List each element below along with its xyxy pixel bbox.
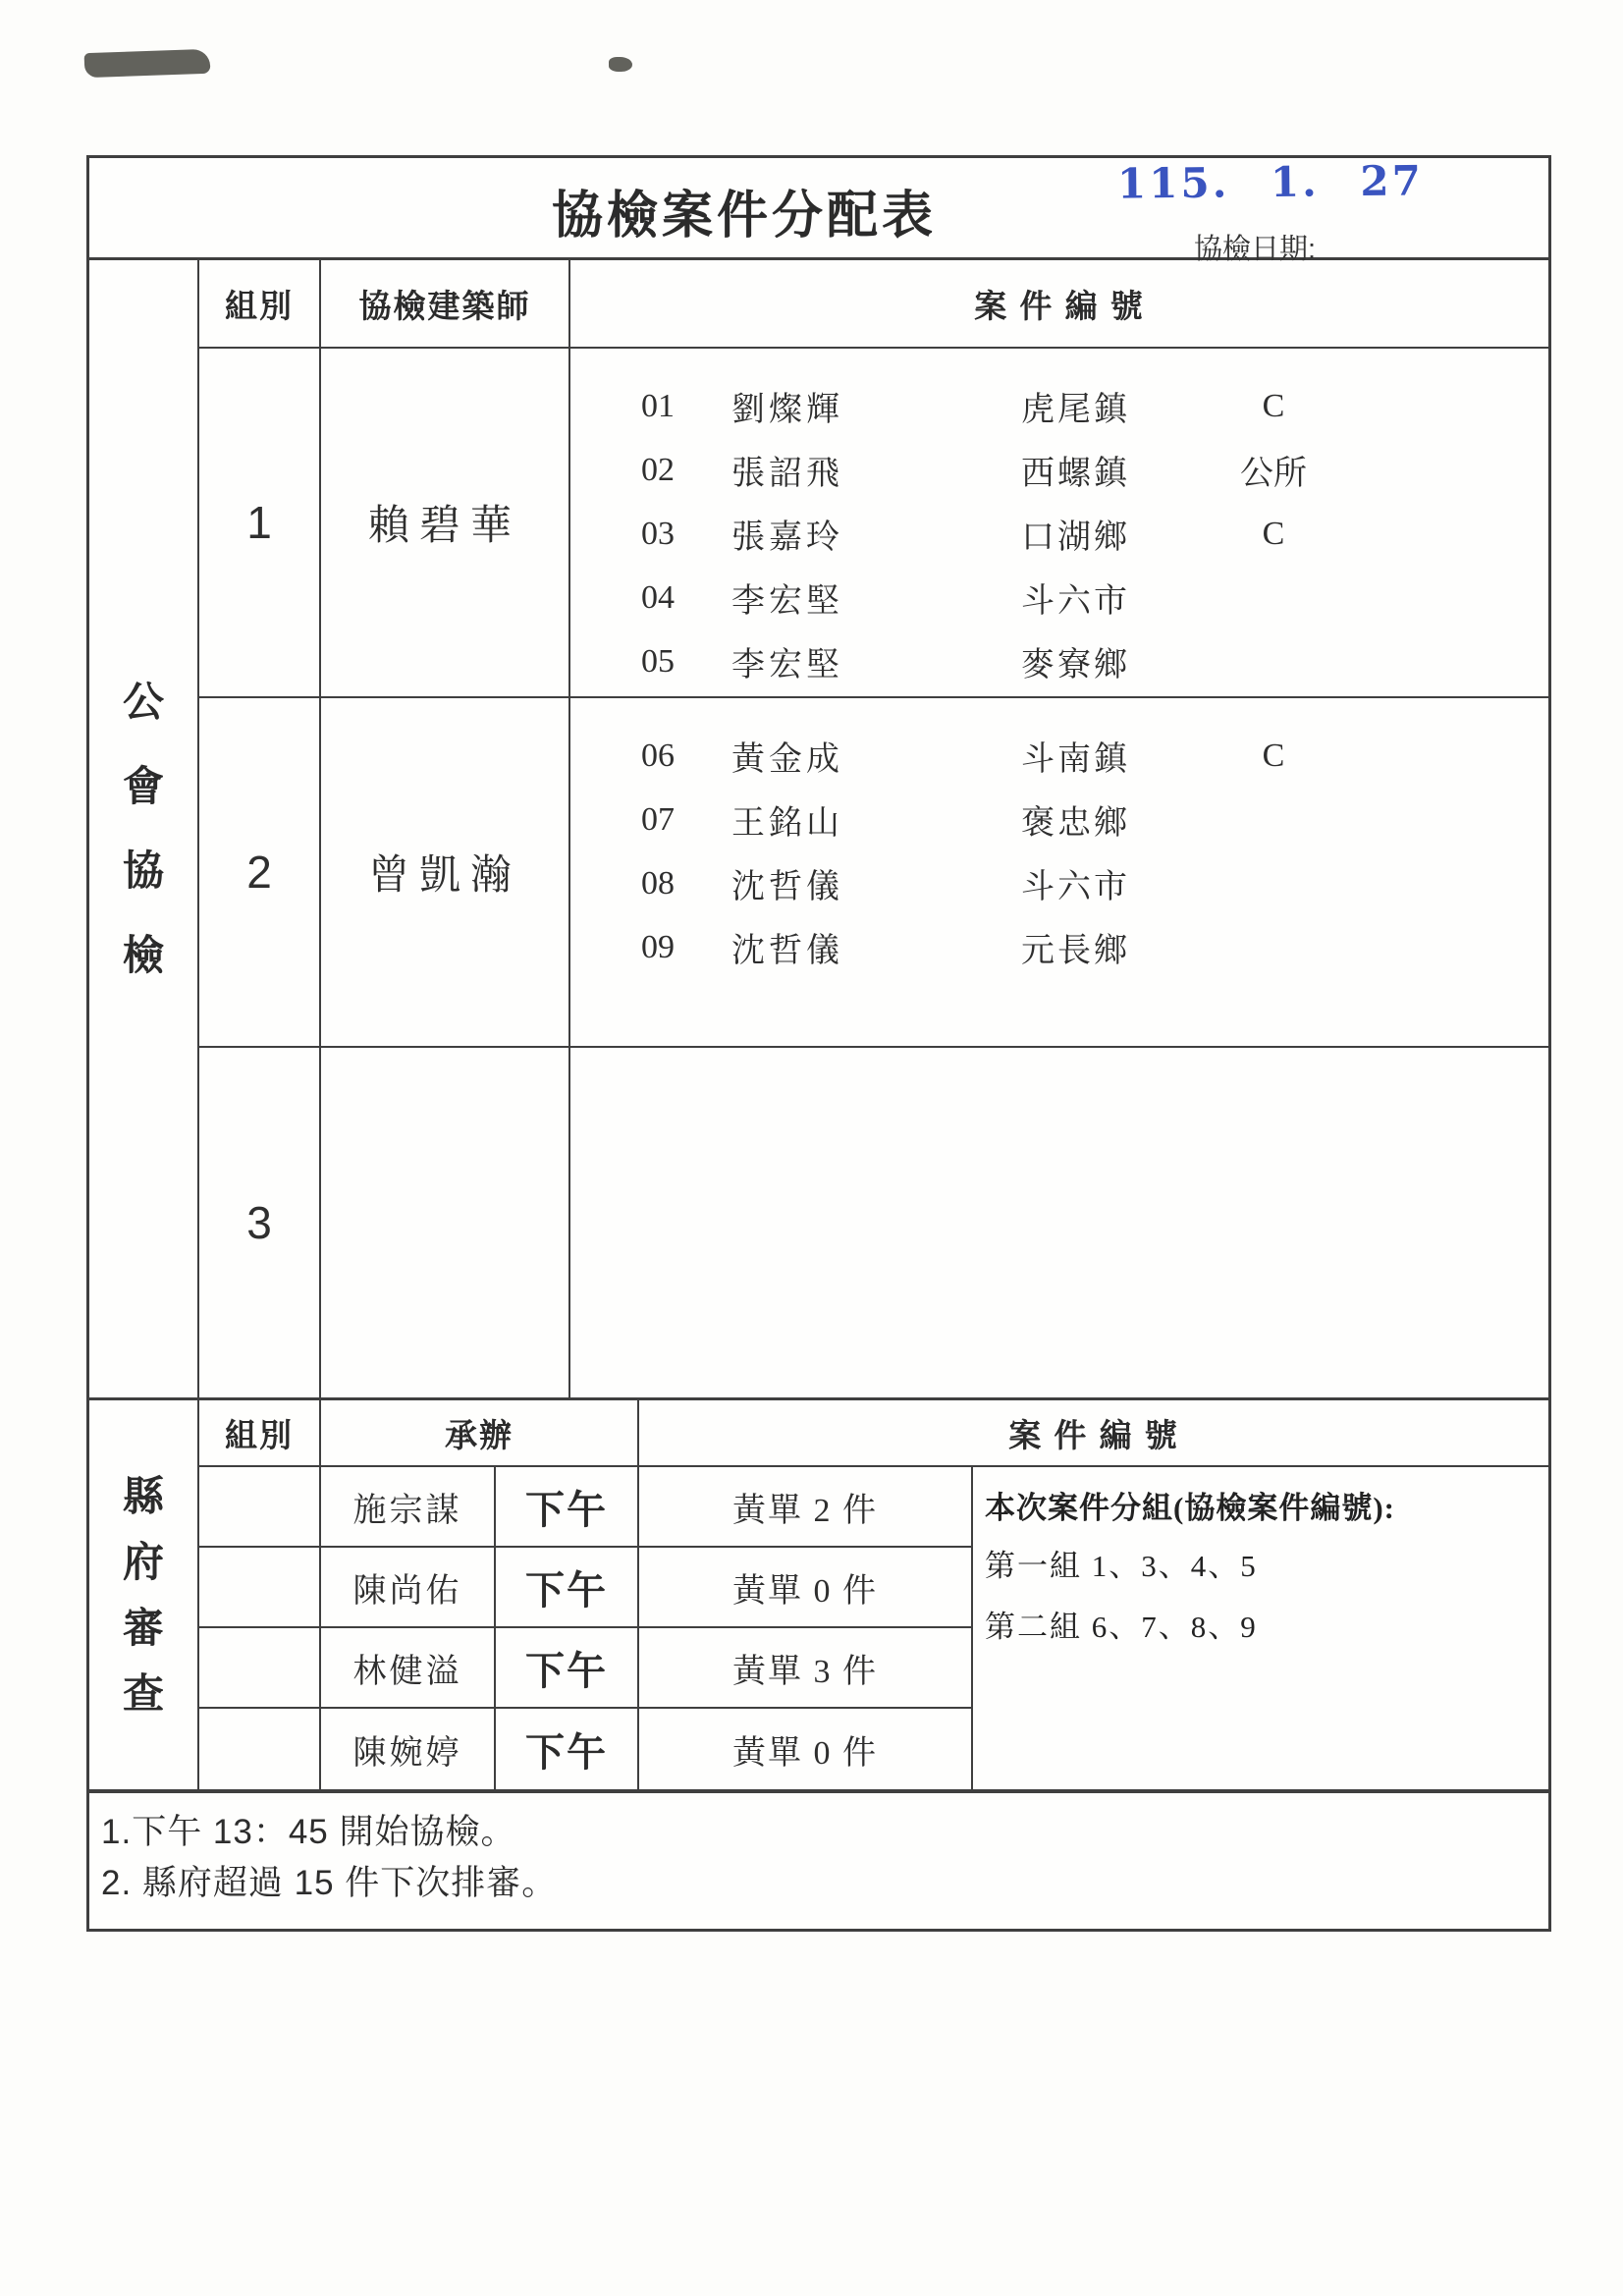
association-header-row <box>199 260 1548 349</box>
group-number: 2 <box>199 698 321 1046</box>
case-row <box>570 502 1548 566</box>
county-header-handler: 承辦 <box>321 1400 639 1467</box>
case-grouping-note <box>973 1467 1548 1789</box>
association-side-label: 公會協檢 <box>122 679 164 978</box>
case-number: 09 <box>641 928 675 965</box>
footnotes <box>89 1793 1548 1929</box>
county-header-case-no: 案 件 編 號 <box>639 1400 1548 1467</box>
handler-time: 下午 <box>496 1628 639 1709</box>
case-name: 劉燦輝 <box>731 392 843 428</box>
date-stamp: 115. 1. 27 <box>1116 156 1425 208</box>
case-number: 03 <box>641 515 675 552</box>
county-group-cell <box>199 1548 321 1628</box>
inspection-date-label: 協檢日期: <box>1193 234 1316 265</box>
case-number: 06 <box>641 737 675 774</box>
county-group-cell <box>199 1467 321 1548</box>
association-side-cell <box>89 260 199 1397</box>
grouping-line-1: 第一組 1、3、4、5 <box>985 1549 1258 1583</box>
case-row <box>570 374 1548 438</box>
yellow-slip-count: 黃單 0 件 <box>639 1709 973 1789</box>
case-town: 褒忠鄉 <box>1021 805 1130 842</box>
case-name: 王銘山 <box>731 805 843 842</box>
county-side-cell <box>89 1400 199 1789</box>
case-number: 02 <box>641 451 675 488</box>
group-row-3 <box>199 1048 1548 1397</box>
group-row-2 <box>199 698 1548 1048</box>
case-mark: C <box>1262 387 1285 424</box>
footnote-2: 2. 縣府超過 15 件下次排審。 <box>101 1864 558 1902</box>
association-section <box>89 260 1548 1400</box>
case-row <box>570 629 1548 693</box>
group-number: 1 <box>199 349 321 696</box>
county-side-label: 縣府審查 <box>122 1473 164 1717</box>
case-number: 08 <box>641 864 675 902</box>
page-title: 協檢案件分配表 <box>551 188 938 245</box>
case-row <box>570 788 1548 851</box>
header-group: 組別 <box>199 260 321 347</box>
case-number: 04 <box>641 578 675 616</box>
county-section <box>89 1400 1548 1793</box>
case-mark: C <box>1262 737 1285 774</box>
case-town: 麥寮鄉 <box>1021 647 1130 683</box>
case-number: 01 <box>641 387 675 424</box>
case-town: 口湖鄉 <box>1021 519 1130 556</box>
header-architect: 協檢建築師 <box>321 260 570 347</box>
header-case-no: 案 件 編 號 <box>974 287 1145 324</box>
case-town: 虎尾鎮 <box>1021 392 1130 428</box>
grouping-note-title: 本次案件分組(協檢案件編號): <box>985 1491 1395 1525</box>
county-group-cell <box>199 1709 321 1789</box>
case-town: 斗六市 <box>1021 583 1130 620</box>
handler-time: 下午 <box>496 1467 639 1548</box>
case-name: 沈哲儀 <box>731 869 843 905</box>
case-name: 張嘉玲 <box>731 519 843 556</box>
yellow-slip-count: 黃單 0 件 <box>639 1548 973 1628</box>
case-number: 07 <box>641 800 675 838</box>
title-band <box>89 156 1548 265</box>
handler-time: 下午 <box>496 1548 639 1628</box>
case-town: 元長鄉 <box>1021 933 1130 969</box>
allocation-sheet <box>86 155 1551 1932</box>
case-list <box>570 698 1548 1046</box>
case-name: 李宏堅 <box>731 647 843 683</box>
case-town: 斗六市 <box>1021 869 1130 905</box>
case-town: 斗南鎮 <box>1021 741 1130 778</box>
case-row <box>570 438 1548 502</box>
association-table <box>199 260 1548 1397</box>
case-row <box>570 851 1548 915</box>
handler-time: 下午 <box>496 1709 639 1789</box>
case-town: 西螺鎮 <box>1021 456 1130 492</box>
architect-name <box>321 1048 570 1397</box>
group-number: 3 <box>199 1048 321 1397</box>
case-list <box>570 1048 1548 1397</box>
scan-smudge <box>609 57 632 72</box>
case-name: 沈哲儀 <box>731 933 843 969</box>
handler-name: 施宗謀 <box>321 1467 496 1548</box>
yellow-slip-count: 黃單 3 件 <box>639 1628 973 1709</box>
case-mark: C <box>1262 515 1285 552</box>
handler-name: 陳尚佑 <box>321 1548 496 1628</box>
handler-name: 陳婉婷 <box>321 1709 496 1789</box>
handler-name: 林健溢 <box>321 1628 496 1709</box>
county-header-group: 組別 <box>199 1400 321 1467</box>
case-name: 李宏堅 <box>731 583 843 620</box>
case-row <box>570 566 1548 629</box>
architect-name: 賴碧華 <box>321 349 570 696</box>
case-name: 黃金成 <box>731 741 843 778</box>
case-row <box>570 724 1548 788</box>
case-number: 05 <box>641 642 675 680</box>
group-row-1 <box>199 349 1548 698</box>
case-mark: 公所 <box>1240 456 1307 492</box>
case-row <box>570 915 1548 979</box>
county-table <box>199 1400 1548 1789</box>
scan-smudge <box>84 49 211 78</box>
architect-name: 曾凱瀚 <box>321 698 570 1046</box>
case-name: 張詔飛 <box>731 456 843 492</box>
case-list <box>570 349 1548 696</box>
yellow-slip-count: 黃單 2 件 <box>639 1467 973 1548</box>
county-group-cell <box>199 1628 321 1709</box>
footnote-1: 1.下午 13：45 開始協檢。 <box>101 1813 516 1851</box>
grouping-line-2: 第二組 6、7、8、9 <box>985 1610 1258 1644</box>
